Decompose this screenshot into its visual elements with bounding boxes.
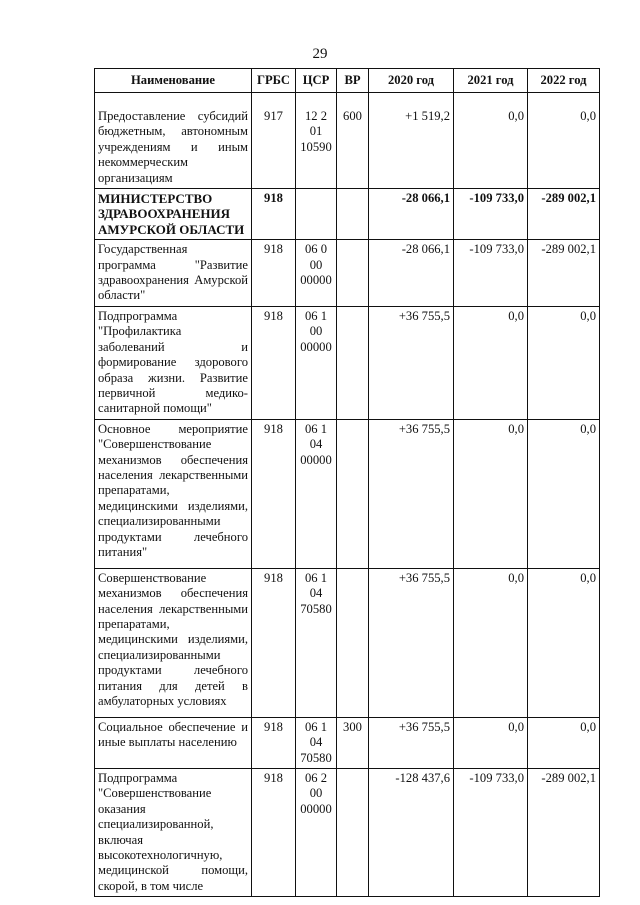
row-grbs: 917 [252, 93, 296, 189]
row-2022: 0,0 [528, 568, 600, 717]
row-2021: -109 733,0 [454, 768, 528, 896]
row-name: Основное мероприятие "Совершенствование механизмов обеспечения населения лекарственными препаратами, медицинскими изделиями, специализированными продуктами лечебного питания" [95, 419, 252, 568]
row-csr: 06 0 00 00000 [296, 240, 337, 307]
row-grbs: 918 [252, 419, 296, 568]
table-row [95, 240, 600, 307]
header-grbs: ГРБС [252, 69, 296, 93]
row-csr: 06 2 00 00000 [296, 768, 337, 896]
header-name: Наименование [95, 69, 252, 93]
row-grbs: 918 [252, 306, 296, 419]
table-row [95, 717, 600, 768]
table-row [95, 189, 600, 240]
row-name: Предоставление субсидий бюджетным, автономным учреждениям и иным некоммерческим организациям [95, 93, 252, 189]
row-2021: -109 733,0 [454, 240, 528, 307]
row-2020: +36 755,5 [369, 717, 454, 768]
row-2020: -28 066,1 [369, 240, 454, 307]
row-2022: -289 002,1 [528, 189, 600, 240]
row-2020: +36 755,5 [369, 568, 454, 717]
row-grbs: 918 [252, 717, 296, 768]
row-2022: 0,0 [528, 419, 600, 568]
row-vr [337, 768, 369, 896]
row-2020: -28 066,1 [369, 189, 454, 240]
row-2021: 0,0 [454, 717, 528, 768]
row-name: Совершенствование механизмов обеспечения населения лекарственными препаратами, медицинскими изделиями, специализированными продуктами лечебного питания для детей в амбулаторных условиях [95, 568, 252, 717]
row-name: Социальное обеспечение и иные выплаты населению [95, 717, 252, 768]
row-csr: 06 1 04 00000 [296, 419, 337, 568]
row-csr: 12 2 01 10590 [296, 93, 337, 189]
row-2022: 0,0 [528, 717, 600, 768]
row-vr [337, 419, 369, 568]
row-vr [337, 189, 369, 240]
row-2022: 0,0 [528, 306, 600, 419]
row-grbs: 918 [252, 240, 296, 307]
row-2022: 0,0 [528, 93, 600, 189]
row-name: Государственная программа "Развитие здравоохранения Амурской области" [95, 240, 252, 307]
row-2022: -289 002,1 [528, 768, 600, 896]
row-csr: 06 1 04 70580 [296, 717, 337, 768]
row-name: Подпрограмма "Профилактика заболеваний и формирование здорового образа жизни. Развитие первичной медико-санитарной помощи" [95, 306, 252, 419]
table-row [95, 93, 600, 189]
row-2021: 0,0 [454, 93, 528, 189]
row-csr: 06 1 00 00000 [296, 306, 337, 419]
header-2020: 2020 год [369, 69, 454, 93]
row-2021: -109 733,0 [454, 189, 528, 240]
header-2022: 2022 год [528, 69, 600, 93]
row-grbs: 918 [252, 568, 296, 717]
row-csr: 06 1 04 70580 [296, 568, 337, 717]
header-2021: 2021 год [454, 69, 528, 93]
row-2020: +36 755,5 [369, 306, 454, 419]
table-row [95, 768, 600, 896]
row-2020: +36 755,5 [369, 419, 454, 568]
table-body [95, 93, 600, 897]
header-row [95, 69, 600, 93]
row-vr [337, 568, 369, 717]
table-row [95, 306, 600, 419]
row-vr [337, 306, 369, 419]
budget-table [94, 68, 600, 897]
row-2020: -128 437,6 [369, 768, 454, 896]
row-csr [296, 189, 337, 240]
row-2021: 0,0 [454, 419, 528, 568]
row-vr: 600 [337, 93, 369, 189]
row-vr [337, 240, 369, 307]
row-2021: 0,0 [454, 568, 528, 717]
page-number: 29 [312, 46, 328, 62]
table-row [95, 568, 600, 717]
row-vr: 300 [337, 717, 369, 768]
row-2022: -289 002,1 [528, 240, 600, 307]
header-csr: ЦСР [296, 69, 337, 93]
table-header [95, 69, 600, 93]
row-2021: 0,0 [454, 306, 528, 419]
row-name: Подпрограмма "Совершенствование оказания специализированной, включая высокотехнологичную, медицинской помощи, скорой, в том числе [95, 768, 252, 896]
table-row [95, 419, 600, 568]
row-name: МИНИСТЕРСТВО ЗДРАВООХРАНЕНИЯ АМУРСКОЙ ОБЛАСТИ [95, 189, 252, 240]
header-vr: ВР [337, 69, 369, 93]
row-2020: +1 519,2 [369, 93, 454, 189]
row-grbs: 918 [252, 768, 296, 896]
row-grbs: 918 [252, 189, 296, 240]
